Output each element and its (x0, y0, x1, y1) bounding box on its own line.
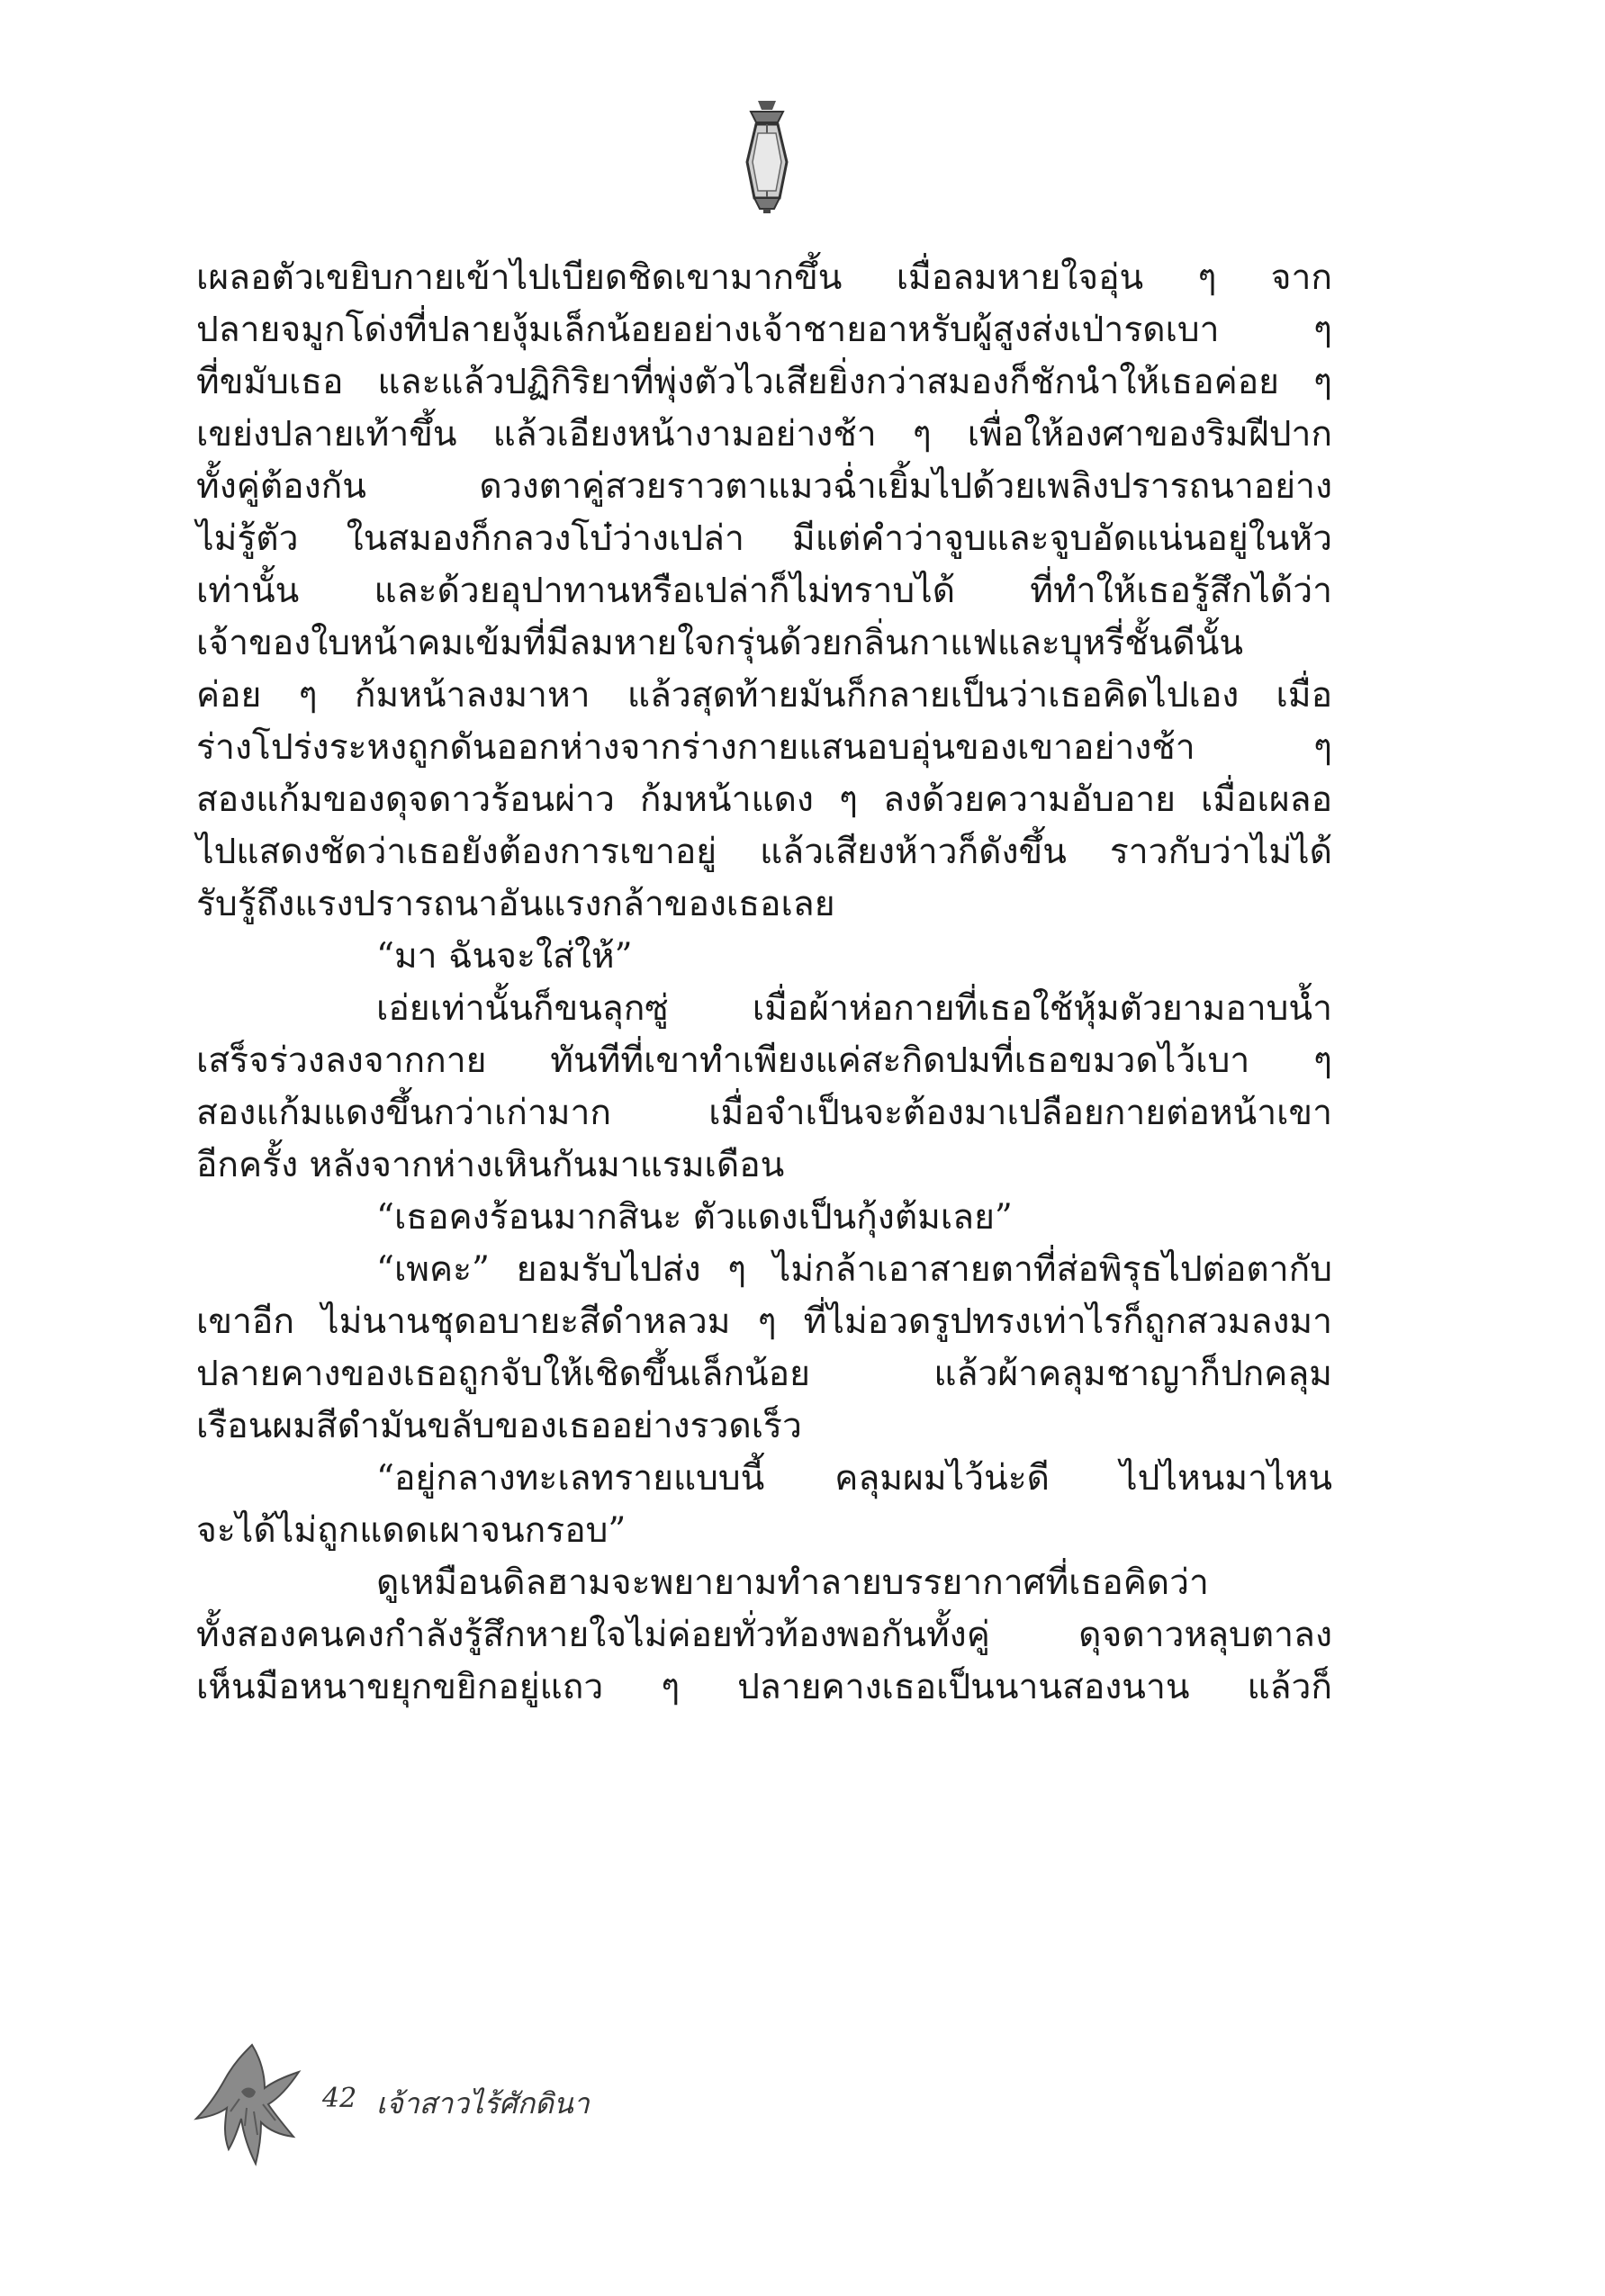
text-line: ค่อย ๆ ก้มหน้าลงมาหา แล้วสุดท้ายมันก็กลายเป็นว่าเธอคิดไปเอง เมื่อ (196, 675, 1332, 716)
text-line: เขาอีก ไม่นานชุดอบายะสีดำหลวม ๆ ที่ไม่อวดรูปทรงเท่าไรก็ถูกสวมลงมา (196, 1301, 1332, 1342)
lantern-ornament-icon (731, 97, 803, 214)
text-line: เอ่ยเท่านั้นก็ขนลุกซู่ เมื่อผ้าห่อกายที่เธอใช้หุ้มตัวยามอาบน้ำ (376, 988, 1332, 1029)
text-line: สองแก้มของดุจดาวร้อนผ่าว ก้มหน้าแดง ๆ ลงด้วยความอับอาย เมื่อเผลอ (196, 779, 1332, 820)
text-line: “อยู่กลางทะเลทรายแบบนี้ คลุมผมไว้น่ะดี ไปไหนมาไหน (376, 1458, 1332, 1499)
text-line: ปลายจมูกโด่งที่ปลายงุ้มเล็กน้อยอย่างเจ้าชายอาหรับผู้สูงส่งเป่ารดเบา ๆ (196, 310, 1332, 350)
text-line: ทั้งคู่ต้องกัน ดวงตาคู่สวยราวตาแมวฉ่ำเยิ้มไปด้วยเพลิงปรารถนาอย่าง (196, 466, 1332, 507)
text-line: สองแก้มแดงขึ้นกว่าเก่ามาก เมื่อจำเป็นจะต้องมาเปลือยกายต่อหน้าเขา (196, 1093, 1332, 1133)
page-number: 42 (322, 2083, 357, 2114)
text-line: “เธอคงร้อนมากสินะ ตัวแดงเป็นกุ้งต้มเลย” (376, 1197, 1013, 1238)
text-line: รับรู้ถึงแรงปรารถนาอันแรงกล้าของเธอเลย (196, 884, 835, 924)
body-text (196, 252, 1332, 1714)
text-line: ที่ขมับเธอ และแล้วปฏิกิริยาที่พุ่งตัวไวเสียยิ่งกว่าสมองก็ชักนำให้เธอค่อย ๆ (196, 362, 1332, 402)
text-line: เสร็จร่วงลงจากกาย ทันทีที่เขาทำเพียงแค่สะกิดปมที่เธอขมวดไว้เบา ๆ (196, 1040, 1332, 1081)
hawk-illustration-icon (189, 2036, 306, 2171)
text-line: เท่านั้น และด้วยอุปาทานหรือเปล่าก็ไม่ทราบได้ ที่ทำให้เธอรู้สึกได้ว่า (196, 571, 1332, 611)
text-line: เห็นมือหนาขยุกขยิกอยู่แถว ๆ ปลายคางเธอเป็นนานสองนาน แล้วก็ (196, 1667, 1332, 1707)
book-title: เจ้าสาวไร้ศักดินา (376, 2086, 590, 2120)
text-line: ทั้งสองคนคงกำลังรู้สึกหายใจไม่ค่อยทั่วท้องพอกันทั้งคู่ ดุจดาวหลุบตาลง (196, 1615, 1332, 1655)
text-line: “มา ฉันจะใส่ให้” (376, 936, 633, 977)
text-line: เจ้าของใบหน้าคมเข้มที่มีลมหายใจกรุ่นด้วยกลิ่นกาแฟและบุหรี่ชั้นดีนั้น (196, 623, 1244, 663)
text-line: ปลายคางของเธอถูกจับให้เชิดขึ้นเล็กน้อย แล้วผ้าคลุมชาญาก็ปกคลุม (196, 1354, 1332, 1394)
page-footer (189, 2036, 819, 2171)
text-line: อีกครั้ง หลังจากห่างเหินกันมาแรมเดือน (196, 1145, 785, 1185)
text-line: ไม่รู้ตัว ในสมองก็กลวงโบ๋ว่างเปล่า มีแต่คำว่าจูบและจูบอัดแน่นอยู่ในหัว (196, 518, 1332, 559)
text-line: เผลอตัวเขยิบกายเข้าไปเบียดชิดเขามากขึ้น เมื่อลมหายใจอุ่น ๆ จาก (196, 257, 1332, 298)
text-line: ร่างโปร่งระหงถูกดันออกห่างจากร่างกายแสนอบอุ่นของเขาอย่างช้า ๆ (196, 727, 1332, 768)
text-line: “เพคะ” ยอมรับไปส่ง ๆ ไม่กล้าเอาสายตาที่ส่อพิรุธไปต่อตากับ (376, 1249, 1332, 1290)
text-line: เขย่งปลายเท้าขึ้น แล้วเอียงหน้างามอย่างช้า ๆ เพื่อให้องศาของริมฝีปาก (196, 414, 1332, 455)
text-line: ดูเหมือนดิลฮามจะพยายามทำลายบรรยากาศที่เธอคิดว่า (376, 1562, 1209, 1603)
text-line: ไปแสดงชัดว่าเธอยังต้องการเขาอยู่ แล้วเสียงห้าวก็ดังขึ้น ราวกับว่าไม่ได้ (196, 832, 1332, 872)
text-line: จะได้ไม่ถูกแดดเผาจนกรอบ” (196, 1510, 627, 1551)
text-line: เรือนผมสีดำมันขลับของเธออย่างรวดเร็ว (196, 1406, 802, 1446)
